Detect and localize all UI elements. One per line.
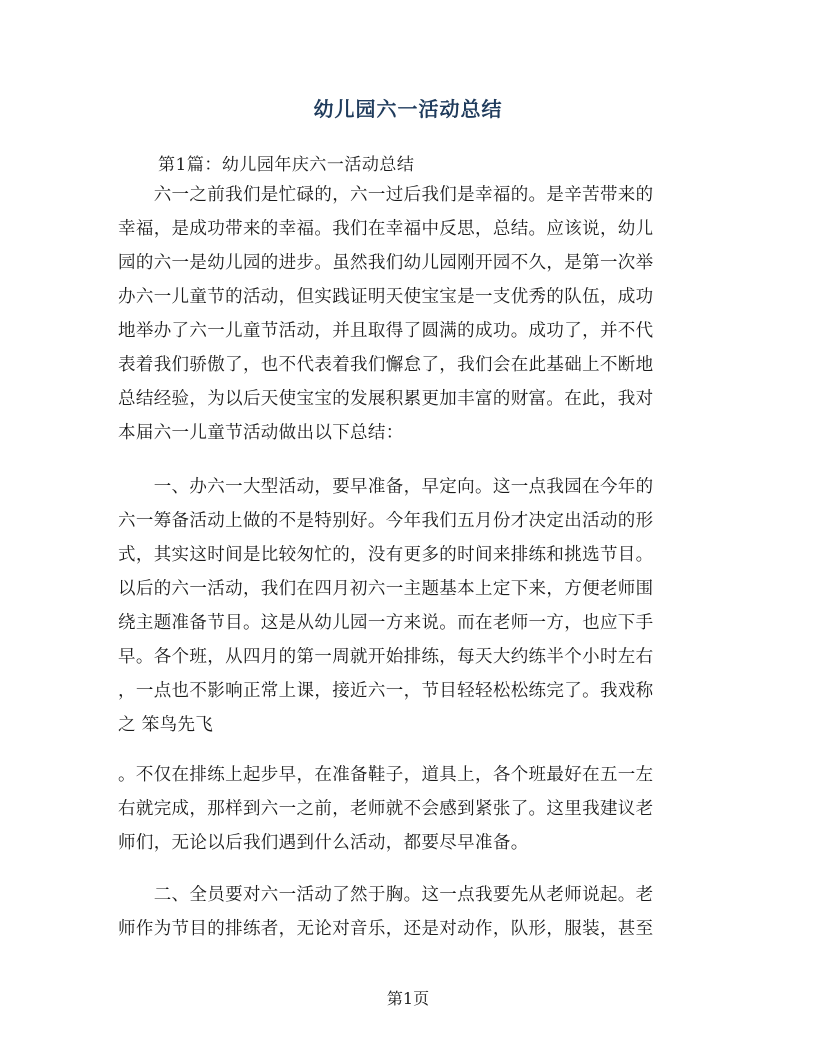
body-line: 以后的六一活动，我们在四月初六一主题基本上定下来，方便老师围 (118, 579, 654, 599)
body-line: 。不仅在排练上起步早，在准备鞋子，道具上，各个班最好在五一左 (118, 765, 654, 785)
body-line: 六一之前我们是忙碌的，六一过后我们是幸福的。是辛苦带来的 (118, 185, 654, 205)
body-line: ，一点也不影响正常上课，接近六一，节目轻轻松松练完了。我戏称 (118, 681, 654, 701)
body-line: 幸福，是成功带来的幸福。我们在幸福中反思，总结。应该说，幼儿 (118, 219, 654, 239)
body-line: 师作为节目的排练者，无论对音乐，还是对动作，队形，服装，甚至 (118, 919, 654, 939)
body-line: 早。各个班，从四月的第一周就开始排练，每天大约练半个小时左右 (118, 647, 654, 667)
body-line: 绕主题准备节目。这是从幼儿园一方来说。而在老师一方，也应下手 (118, 613, 654, 633)
body-line: 六一筹备活动上做的不是特别好。今年我们五月份才决定出活动的形 (118, 511, 654, 531)
body-line: 式，其实这时间是比较匆忙的，没有更多的时间来排练和挑选节目。 (118, 545, 654, 565)
body-line: 园的六一是幼儿园的进步。虽然我们幼儿园刚开园不久，是第一次举 (118, 253, 654, 273)
body-line: 右就完成，那样到六一之前，老师就不会感到紧张了。这里我建议老 (118, 799, 654, 819)
document-title: 幼儿园六一活动总结 (313, 97, 503, 121)
body-line: 师们，无论以后我们遇到什么活动，都要尽早准备。 (118, 833, 529, 853)
body-line: 一、办六一大型活动，要早准备，早定向。这一点我园在今年的 (118, 477, 654, 497)
body-line: 之 笨鸟先飞 (118, 715, 214, 735)
body-line: 二、全员要对六一活动了然于胸。这一点我要先从老师说起。老 (118, 885, 654, 905)
body-line: 总结经验，为以后天使宝宝的发展积累更加丰富的财富。在此，我对 (118, 389, 654, 409)
body-line: 表着我们骄傲了，也不代表着我们懈怠了，我们会在此基础上不断地 (118, 355, 654, 375)
body-line: 办六一儿童节的活动，但实践证明天使宝宝是一支优秀的队伍，成功 (118, 287, 654, 307)
document-subtitle: 第1篇：幼儿园年庆六一活动总结 (158, 155, 415, 175)
body-line: 地举办了六一儿童节活动，并且取得了圆满的成功。成功了，并不代 (118, 321, 654, 341)
body-line: 本届六一儿童节活动做出以下总结： (118, 423, 404, 443)
page-number: 第1页 (386, 989, 430, 1008)
